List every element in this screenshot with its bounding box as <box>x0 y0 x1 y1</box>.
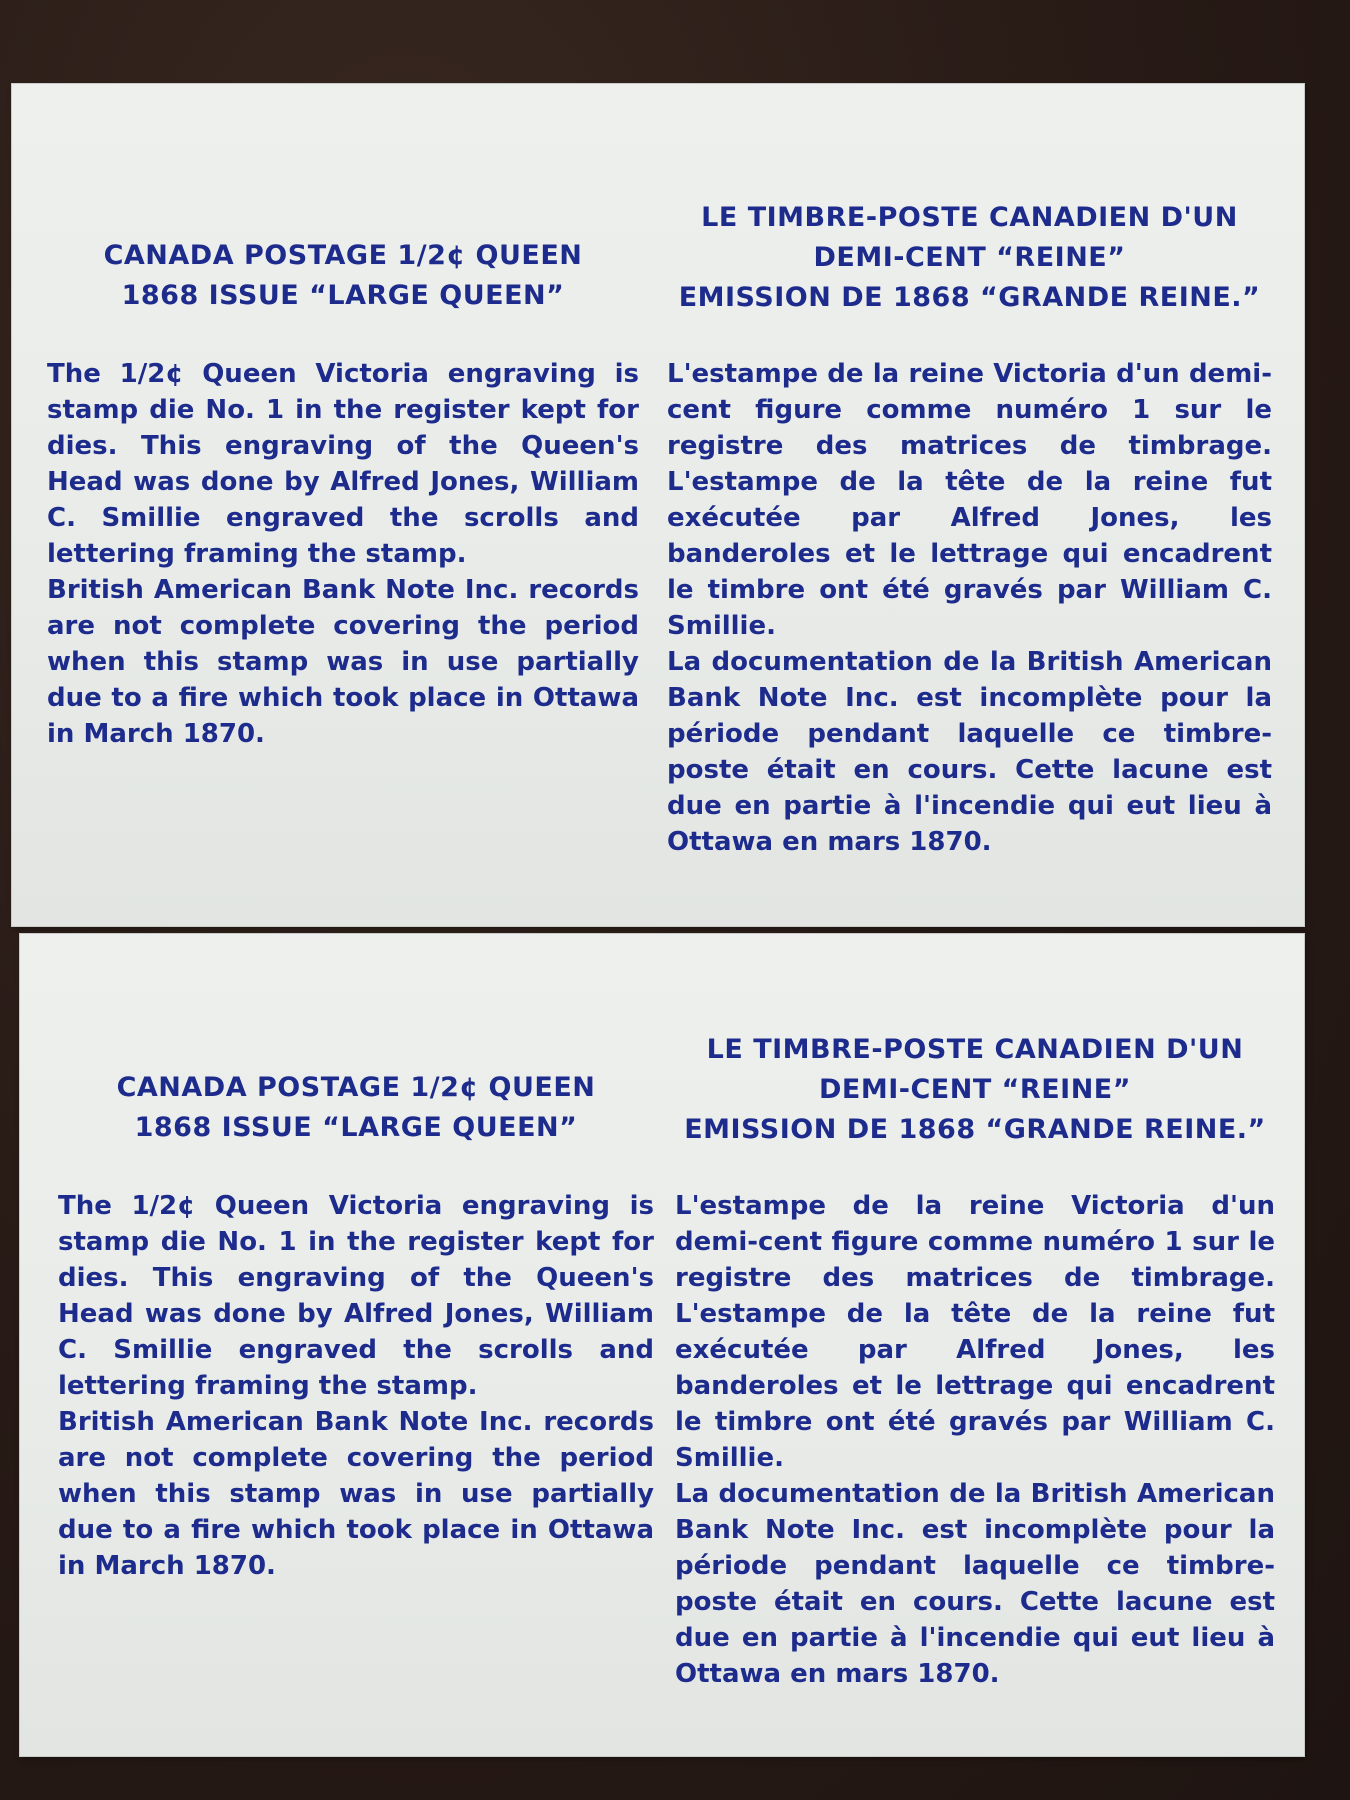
french-heading: LE TIMBRE-POSTE CANADIEN D'UN DEMI-CENT “REINE” EMISSION DE 1868 “GRANDE REINE.” <box>684 1034 1266 1145</box>
info-card-top <box>12 84 1304 926</box>
english-heading: CANADA POSTAGE 1/2¢ QUEEN 1868 ISSUE “LARGE QUEEN” <box>103 240 583 311</box>
french-column <box>675 1030 1275 1692</box>
english-column <box>47 236 639 752</box>
english-body: The 1/2¢ Queen Victoria engraving is stamp die No. 1 in the register kept for dies. This engraving of the Queen's Head was done by Alfred Jones, William C. Smillie engraved the scrolls and lettering framing the stamp. British American Bank Note Inc. records are not complete covering the period when this stamp was in use partially due to a fire which took place in Ottawa in March 1870. <box>47 359 639 749</box>
english-heading: CANADA POSTAGE 1/2¢ QUEEN 1868 ISSUE “LARGE QUEEN” <box>116 1072 596 1143</box>
english-body: The 1/2¢ Queen Victoria engraving is stamp die No. 1 in the register kept for dies. This engraving of the Queen's Head was done by Alfred Jones, William C. Smillie engraved the scrolls and lettering framing the stamp. British American Bank Note Inc. records are not complete covering the period when this stamp was in use partially due to a fire which took place in Ottawa in March 1870. <box>58 1191 654 1581</box>
french-column <box>667 198 1272 860</box>
french-heading: LE TIMBRE-POSTE CANADIEN D'UN DEMI-CENT “REINE” EMISSION DE 1868 “GRANDE REINE.” <box>678 202 1261 313</box>
french-body: L'estampe de la reine Victoria d'un demi-cent figure comme numéro 1 sur le registre des matrices de timbrage. L'estampe de la tête de la reine fut exécutée par Alfred Jones, les banderoles et le lettrage qui encadrent le timbre ont été gravés par William C. Smillie. La documentation de la British American Bank Note Inc. est incomplète pour la période pendant laquelle ce timbre-poste était en cours. Cette lacune est due en partie à l'incendie qui eut lieu à Ottawa en mars 1870. <box>675 1191 1275 1689</box>
french-body: L'estampe de la reine Victoria d'un demi-cent figure comme numéro 1 sur le registre des matrices de timbrage. L'estampe de la tête de la reine fut exécutée par Alfred Jones, les banderoles et le lettrage qui encadrent le timbre ont été gravés par William C. Smillie. La documentation de la British American Bank Note Inc. est incomplète pour la période pendant laquelle ce timbre-poste était en cours. Cette lacune est due en partie à l'incendie qui eut lieu à Ottawa en mars 1870. <box>667 359 1272 857</box>
info-card-bottom <box>20 934 1304 1756</box>
english-column <box>58 1068 654 1584</box>
